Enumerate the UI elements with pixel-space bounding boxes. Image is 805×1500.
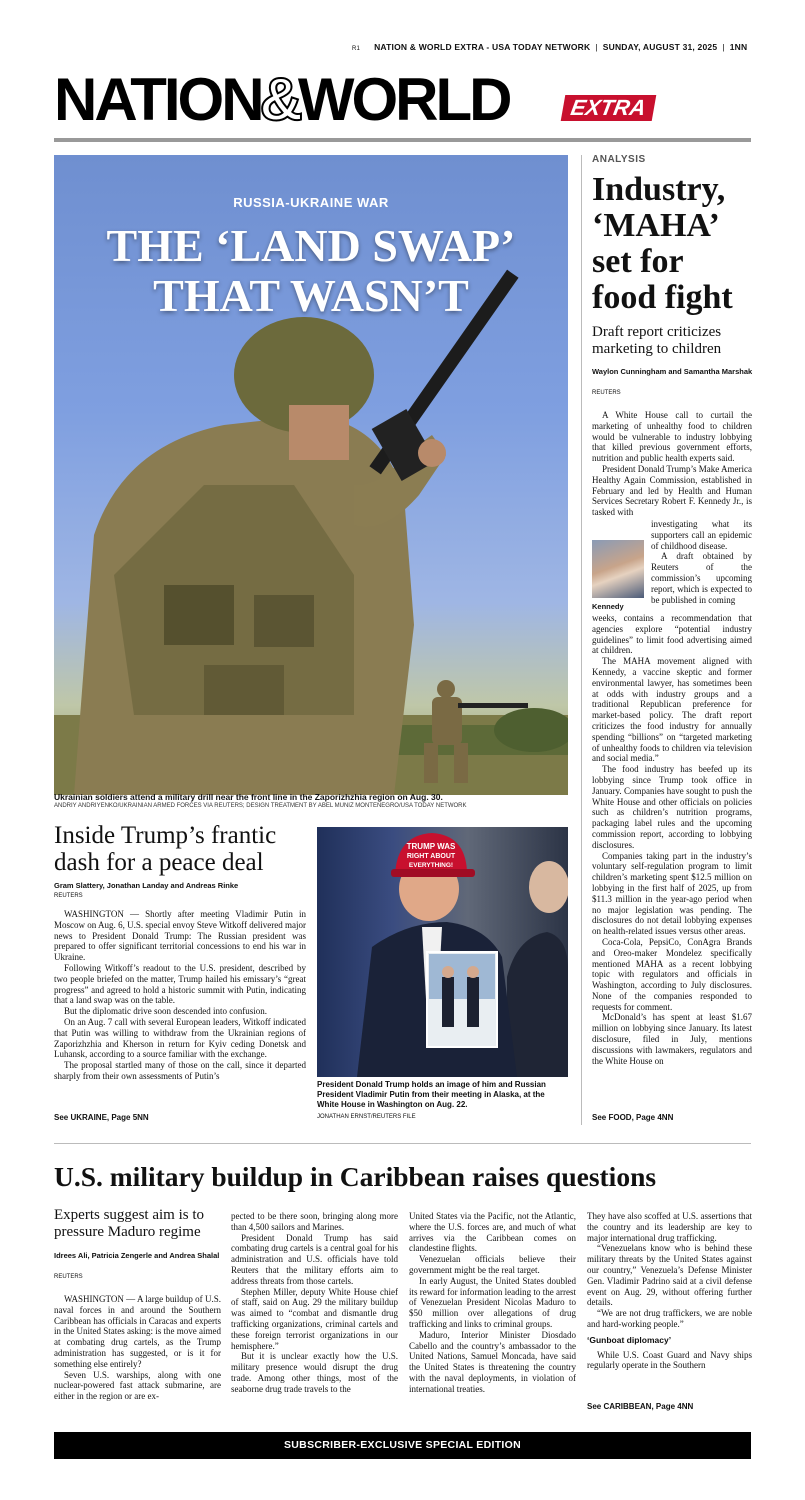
hero-kicker: RUSSIA-UKRAINE WAR [233,195,389,210]
footer-banner: SUBSCRIBER-EXCLUSIVE SPECIAL EDITION [54,1432,751,1459]
food-body-top: A White House call to curtail the marketing of unhealthy food to children would be vulnerable to industry lobbying that killed previous government efforts, nutrition and public health experts said. President Donald Trump’s Make America Healthy Again Commission, established in February and led by Health and Human Services Secretary Robert F. Kennedy Jr., is tasked with [592,410,752,518]
section-divider [54,1143,751,1144]
caribbean-col-4: They have also scoffed at U.S. assertions that the country and its leadership are key to major international drug trafficking. “Venezuelans know who is behind these military threats by the United States against our country,” Venezuela’s Defense Minister Gen. Vladimir Padrino said at a civil defense event on Aug. 29, without offering further details. “We are not drug traffickers, we are noble and hard-working people.” ‘Gunboat diplomacy’ While U.S. Coast Guard and Navy ships regularly operate in the Southern [587,1211,752,1371]
trump-jump-link[interactable]: See UKRAINE, Page 5NN [54,1113,149,1122]
trump-photo [317,827,568,1077]
hero-headline: THE ‘LAND SWAP’ THAT WASN’T [106,220,516,321]
trump-headline: Inside Trump’s frantic dash for a peace deal [54,822,277,876]
food-deck: Draft report criticizes marketing to children [592,324,722,357]
food-byline: Waylon Cunningham and Samantha Marshak [592,367,753,376]
section-label: NATION & WORLD EXTRA - USA TODAY NETWORK [374,42,591,52]
masthead-rule [54,138,751,142]
food-headline: Industry, ‘MAHA’ set for food fight [592,171,733,316]
trump-caption: President Donald Trump holds an image of him and Russian President Vladimir Putin from their meeting in Alaska, at the White House in Washington on Aug. 22. [317,1080,546,1109]
trump-byline: Gram Slattery, Jonathan Landay and Andreas Rinke [54,881,239,890]
hero-caption: Ukrainian soldiers attend a military drill near the front line in the Zaporizhzhia region on Aug. 30. [54,792,443,802]
caribbean-org: REUTERS [54,1274,83,1280]
caribbean-col-3: United States via the Pacific, not the Atlantic, where the U.S. forces are, and much of what arrives via the Caribbean comes on clandestine flights. Venezuelan officials believe their government might be the real target. In early August, the United States doubled its reward for information leading to the arrest of Venezuelan President Nicolas Maduro to $50 million over allegations of drug trafficking and links to criminal groups. Maduro, Interior Minister Diosdado Cabello and the country’s ambassador to the United Nations, Samuel Moncada, have said the United States is threatening the country with the naval deployments, in violation of international treaties. [409,1211,576,1394]
hero-credit: ANDRIY ANDRIYENKO/UKRAINIAN ARMED FORCES VIA REUTERS; DESIGN TREATMENT BY ABEL MUNIZ MONTENEGRO/USA TODAY NETWORK [54,803,467,809]
kennedy-caption: Kennedy [592,602,624,611]
food-org: REUTERS [592,390,621,396]
trump-credit: JONATHAN ERNST/REUTERS FILE [317,1114,416,1120]
issue-date: SUNDAY, AUGUST 31, 2025 [602,42,718,52]
analysis-label: ANALYSIS [592,154,646,165]
food-jump-link[interactable]: See FOOD, Page 4NN [592,1113,674,1122]
extra-badge: EXTRA [561,95,656,121]
food-body-bottom: weeks, contains a recommendation that agencies explore “potential industry guidelines” to limit food advertising aimed at children. The MAHA movement aligned with Kennedy, a vaccine skeptic and former environmental lawyer, has sometimes been at odds with industry groups and a traditional Republican preference for market-based policy. The draft report criticizes the food industry for annually spending “billions” on “targeted marketing of unhealthy foods to children via television and social media.” The food industry has beefed up its lobbying since Trump took office in January. Companies have sought to push the White House and other officials on policies such as children’s nutrition programs, packaging label rules and the upcoming commission report, according to lobbying disclosures. Companies taking part in the industry’s voluntary self-regulation program to limit children’s marketing spent $12.5 million on lobbying in the first half of 2025, up from $11.3 million in the year-ago period when no major legislation was pending. The disclosures do not detail lobbying expenses on health-related issues versus other areas. Coca-Cola, PepsiCo, ConAgra Brands and Oreo-maker Mondelez specifically mentioned MAHA as a recent lobbying topic with regulators and officials in Washington, according to July disclosures. None of the companies responded to requests for comment. McDonald’s has spent at least $1.67 million on lobbying since January. Its latest disclosure, filed in July, mentions discussions with lawmakers, regulators and the White House on [592,613,752,1066]
kennedy-photo [592,540,644,598]
trump-org: REUTERS [54,893,83,899]
masthead-logo: NATION&WORLD [54,66,510,133]
page-code: 1NN [729,42,748,52]
column-divider [581,155,582,1125]
top-header-line: R1 NATION & WORLD EXTRA - USA TODAY NETWORK | SUNDAY, AUGUST 31, 2025 | 1NN [352,42,748,52]
caribbean-subhead: ‘Gunboat diplomacy’ [587,1334,672,1345]
page-number: R1 [352,46,361,52]
caribbean-col-1: WASHINGTON — A large buildup of U.S. naval forces in and around the Southern Caribbean has officials in Caracas and experts in the United States asking: is the move aimed at combating drug cartels, as the Trump administration has suggested, or is it for something else entirely? Seven U.S. warships, along with one nuclear-powered fast attack submarine, are either in the region or are ex- [54,1294,221,1402]
caribbean-headline: U.S. military buildup in Caribbean raises questions [54,1161,657,1192]
caribbean-deck: Experts suggest aim is to pressure Maduro regime [54,1207,204,1240]
food-body-narrow: investigating what its supporters call an epidemic of childhood disease. A draft obtained by Reuters of the commission’s upcoming report, which is expected to be published in coming [651,519,752,605]
hero-photo [54,155,568,795]
caribbean-col-2: pected to be there soon, bringing along more than 4,500 sailors and Marines. President Donald Trump has said combating drug cartels is a central goal for his administration and U.S. officials have told Reuters that the military efforts aim to address threats from those cartels. Stephen Miller, deputy White House chief of staff, said on Aug. 29 the military buildup was aimed to “combat and dismantle drug trafficking organizations, criminal cartels and these foreign terrorist organizations in our hemisphere.” But it is unclear exactly how the U.S. military presence would disrupt the drug trade. Among other things, most of the seaborne drug trade travels to the [231,1211,398,1394]
svg-text:EVERYTHING!: EVERYTHING! [408,862,454,869]
svg-text:RIGHT ABOUT: RIGHT ABOUT [406,853,456,860]
caribbean-jump-link[interactable]: See CARIBBEAN, Page 4NN [587,1402,694,1411]
trump-body: WASHINGTON — Shortly after meeting Vladimir Putin in Moscow on Aug. 6, U.S. special envoy Steve Witkoff delivered major news to President Donald Trump: The Russian president was prepared to offer significant territorial concessions to end his war in Ukraine. Following Witkoff’s readout to the U.S. president, described by two people briefed on the matter, Trump hailed his emissary’s “great progress” and agreed to hold a historic summit with Putin, indicating that a land swap was on the table. But the diplomatic drive soon descended into confusion. On an Aug. 7 call with several European leaders, Witkoff indicated that Putin was willing to withdraw from the Ukrainian regions of Zaporizhzhia and Kherson in return for Kyiv ceding Donetsk and Luhansk, according to a source familiar with the exchange. The proposal startled many of those on the call, since it departed sharply from their own assessments of Putin’s [54,909,306,1081]
caribbean-byline: Idrees Ali, Patricia Zengerle and Andrea Shalal [54,1251,220,1260]
hat-text: TRUMP WAS [406,842,456,851]
